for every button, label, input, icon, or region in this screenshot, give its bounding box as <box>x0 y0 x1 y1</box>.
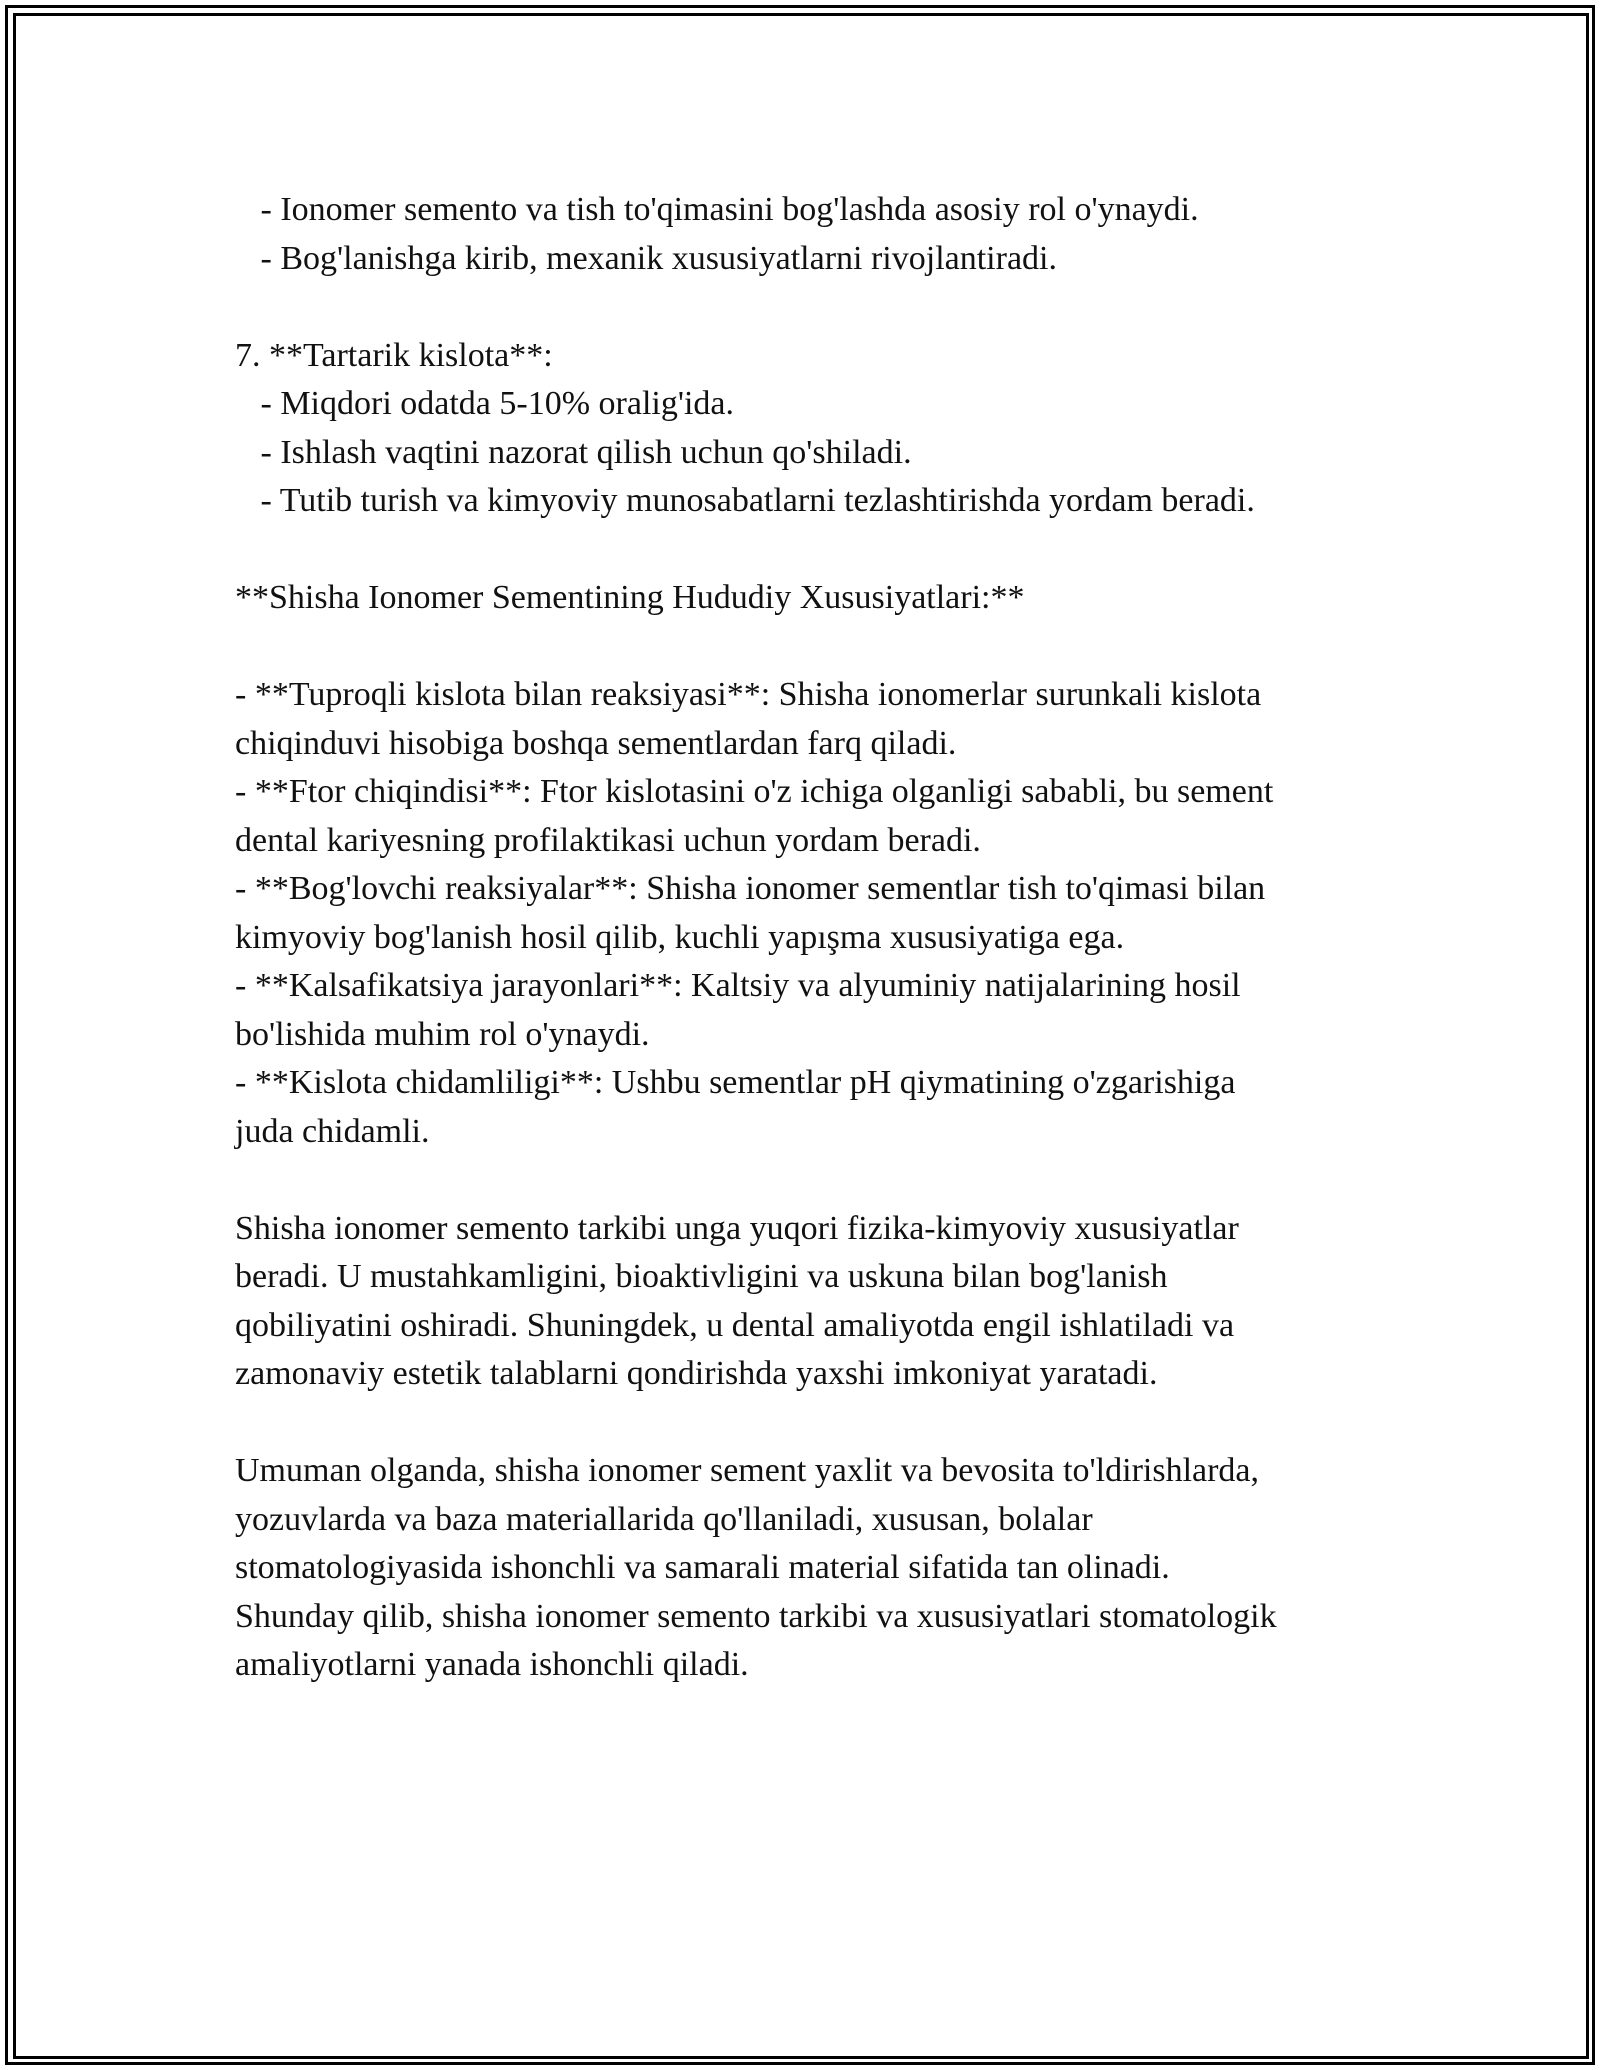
text-line: qobiliyatini oshiradi. Shuningdek, u dental amaliyotda engil ishlatiladi va <box>235 1306 1235 1344</box>
blank-line <box>235 283 1385 332</box>
text-line: - Miqdori odatda 5-10% oralig'ida. <box>235 385 735 422</box>
text-line: kimyoviy bog'lanish hosil qilib, kuchli yapışma xususiyatiga ega. <box>235 918 1125 956</box>
blank-line <box>235 1399 1385 1448</box>
text-line: Shunday qilib, shisha ionomer semento tarkibi va xususiyatlari stomatologik <box>235 1597 1277 1635</box>
blank-line <box>235 526 1385 575</box>
section-heading: **Shisha Ionomer Sementining Hududiy Xususiyatlari:** <box>235 579 1025 616</box>
text-line: - Ionomer semento va tish to'qimasini bog'lashda asosiy rol o'ynaydi. <box>235 191 1199 228</box>
text-line: zamonaviy estetik talablarni qondirishda yaxshi imkoniyat yaratadi. <box>235 1355 1158 1392</box>
blank-line <box>235 623 1385 672</box>
blank-line <box>235 1156 1385 1205</box>
text-line: juda chidamli. <box>235 1112 430 1150</box>
text-line: dental kariyesning profilaktikasi uchun yordam beradi. <box>235 821 981 859</box>
text-line: beradi. U mustahkamligini, bioaktivligini va uskuna bilan bog'lanish <box>235 1258 1168 1295</box>
document-body <box>235 186 1385 1690</box>
text-line: stomatologiyasida ishonchli va samarali material sifatida tan olinadi. <box>235 1549 1170 1586</box>
text-line: - **Kislota chidamliligi**: Ushbu sementlar pH qiymatining o'zgarishiga <box>235 1064 1236 1101</box>
text-line: Shisha ionomer semento tarkibi unga yuqori fizika-kimyoviy xususiyatlar <box>235 1209 1239 1247</box>
text-line: Umuman olganda, shisha ionomer sement yaxlit va bevosita to'ldirishlarda, <box>235 1452 1260 1489</box>
text-line: - **Tuproqli kislota bilan reaksiyasi**: Shisha ionomerlar surunkali kislota <box>235 676 1262 713</box>
text-line: - Ishlash vaqtini nazorat qilish uchun qo'shiladi. <box>235 433 912 471</box>
text-line: - **Bog'lovchi reaksiyalar**: Shisha ionomer sementlar tish to'qimasi bilan <box>235 870 1266 907</box>
text-line: - Tutib turish va kimyoviy munosabatlarni tezlashtirishda yordam beradi. <box>235 482 1255 519</box>
text-line: bo'lishida muhim rol o'ynaydi. <box>235 1015 650 1053</box>
text-line: amaliyotlarni yanada ishonchli qiladi. <box>235 1646 749 1683</box>
text-line: 7. **Tartarik kislota**: <box>235 336 553 374</box>
text-line: - Bog'lanishga kirib, mexanik xususiyatlarni rivojlantiradi. <box>235 239 1057 277</box>
text-line: - **Kalsafikatsiya jarayonlari**: Kaltsiy va alyuminiy natijalarining hosil <box>235 967 1241 1004</box>
text-line: - **Ftor chiqindisi**: Ftor kislotasini o'z ichiga olganligi sababli, bu sement <box>235 773 1274 810</box>
text-line: yozuvlarda va baza materiallarida qo'llaniladi, xususan, bolalar <box>235 1500 1093 1538</box>
text-line: chiqinduvi hisobiga boshqa sementlardan farq qiladi. <box>235 724 957 762</box>
